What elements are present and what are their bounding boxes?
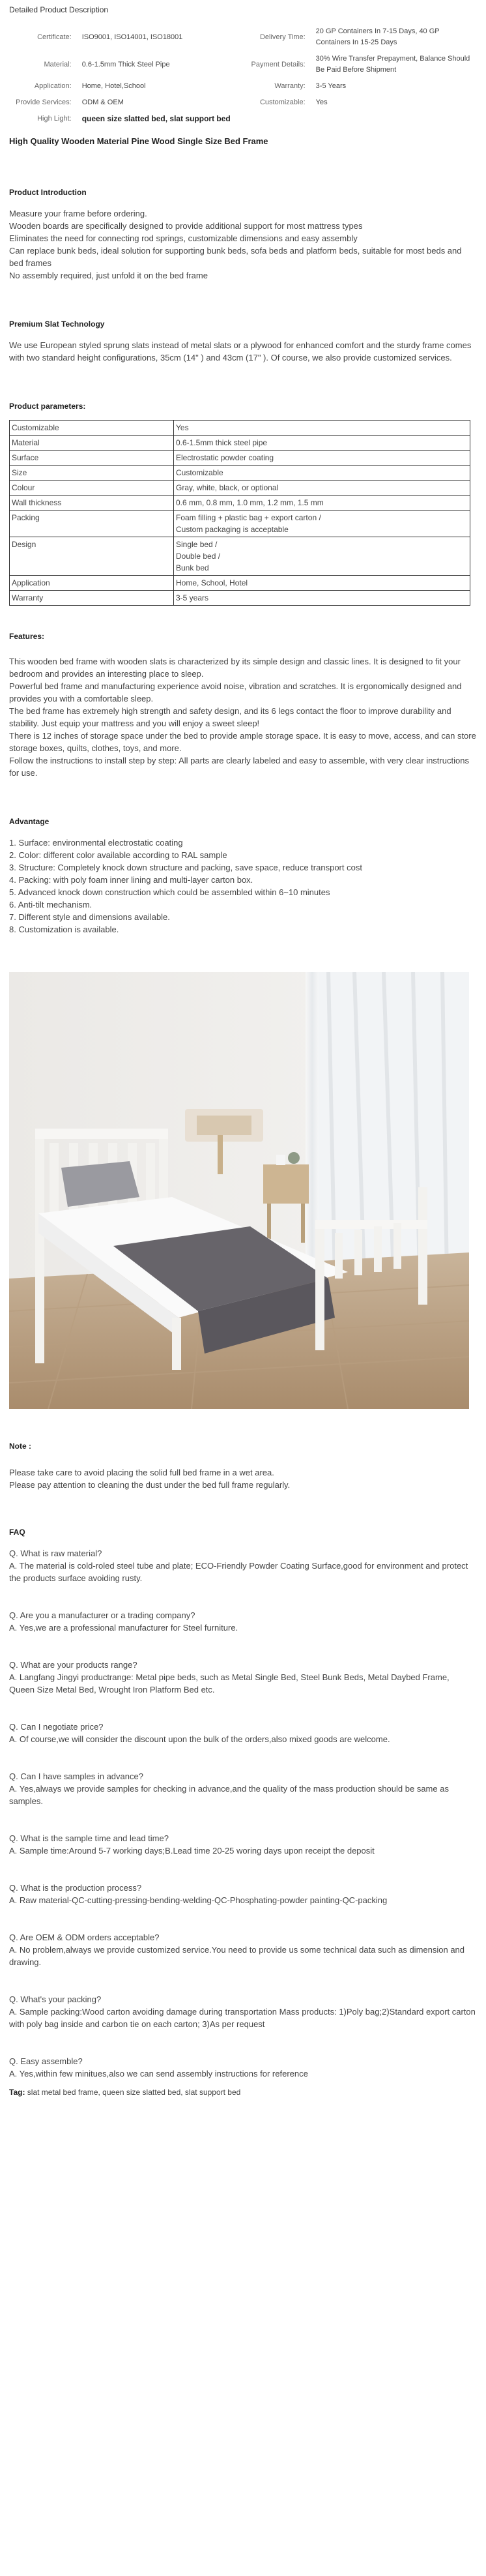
param-value-line: Customizable bbox=[176, 468, 223, 477]
spec-key: Material: bbox=[44, 60, 72, 68]
params-table bbox=[9, 420, 470, 606]
spec-row bbox=[9, 23, 477, 51]
advantage-item: 1. Surface: environmental electrostatic coating bbox=[9, 838, 183, 848]
faq-answer: A. Yes,we are a professional manufacturer for Steel furniture. bbox=[9, 1623, 238, 1633]
param-value-line: Gray, white, black, or optional bbox=[176, 483, 279, 492]
param-row bbox=[10, 421, 470, 436]
note-text bbox=[9, 1466, 477, 1491]
spec-key: Certificate: bbox=[37, 33, 72, 41]
spec-key: Provide Services: bbox=[16, 98, 72, 106]
advantage-item: 6. Anti-tilt mechanism. bbox=[9, 900, 93, 910]
param-value bbox=[174, 466, 470, 481]
param-value bbox=[174, 496, 470, 511]
advantage-item: 7. Different style and dimensions available. bbox=[9, 912, 170, 922]
faq-question: Q. Are OEM & ODM orders acceptable? bbox=[9, 1932, 160, 1942]
faq-item bbox=[9, 1993, 477, 2030]
param-value-line: Home, School, Hotel bbox=[176, 578, 248, 587]
spec-key: Delivery Time: bbox=[259, 33, 306, 41]
intro-line: Can replace bunk beds, ideal solution for supporting bunk beds, sofa beds and platform beds, suitable for most beds and bed frames bbox=[9, 246, 462, 268]
spec-value: 3-5 Years bbox=[315, 82, 347, 90]
spec-value: Home, Hotel,School bbox=[81, 82, 146, 90]
param-value-line: Electrostatic powder coating bbox=[176, 453, 274, 462]
highlight-label: High Light: bbox=[37, 115, 72, 123]
faq-item bbox=[9, 2055, 477, 2080]
param-value-line: 3-5 years bbox=[176, 593, 209, 602]
faq-answer: A. No problem,always we provide customized service.You need to provide us some technical data such as dimension and drawing. bbox=[9, 1945, 465, 1967]
param-key: Application bbox=[10, 576, 174, 591]
spec-key: Warranty: bbox=[274, 82, 306, 90]
spec-row bbox=[9, 51, 477, 78]
param-row bbox=[10, 436, 470, 451]
advantage-heading: Advantage bbox=[9, 817, 50, 826]
note-heading: Note : bbox=[9, 1442, 31, 1451]
intro-text bbox=[9, 207, 477, 282]
feature-line: The bed frame has extremely high strength and safety design, and its 6 legs contact the floor to improve durability and stability. Just equip your mattress and you will enjoy a sweet sleep! bbox=[9, 706, 451, 728]
faq-answer: A. Yes,always we provide samples for checking in advance,and the quality of the mass production should be same as samples. bbox=[9, 1784, 449, 1806]
param-key: Customizable bbox=[10, 421, 174, 436]
feature-line: Powerful bed frame and manufacturing experience avoid noise, vibration and scratches. It is ergonomically designed and provides you with a comfortable sleep. bbox=[9, 681, 462, 703]
spec-table bbox=[9, 23, 477, 127]
faq-item bbox=[9, 1931, 477, 1968]
faq-question: Q. What is raw material? bbox=[9, 1548, 102, 1558]
advantage-item: 2. Color: different color available according to RAL sample bbox=[9, 850, 227, 860]
spec-key: Customizable: bbox=[259, 98, 306, 106]
param-value-line: 0.6-1.5mm thick steel pipe bbox=[176, 438, 268, 447]
param-row bbox=[10, 537, 470, 576]
faq-question: Q. What is the sample time and lead time? bbox=[9, 1833, 169, 1843]
features-heading: Features: bbox=[9, 632, 45, 641]
faq-list bbox=[9, 1547, 477, 2080]
param-key: Wall thickness bbox=[10, 496, 174, 511]
features-text bbox=[9, 655, 477, 779]
param-key: Warranty bbox=[10, 591, 174, 606]
param-value bbox=[174, 421, 470, 436]
spec-value: 20 GP Containers In 7-15 Days, 40 GP Containers In 15-25 Days bbox=[315, 27, 440, 46]
param-value-line: Single bed / bbox=[176, 540, 218, 549]
tag-line bbox=[9, 2088, 477, 2097]
advantage-item: 4. Packing: with poly foam inner lining and multi-layer carton box. bbox=[9, 875, 253, 885]
param-value-line: Yes bbox=[176, 423, 189, 432]
param-key: Design bbox=[10, 537, 174, 576]
spec-key: Payment Details: bbox=[251, 60, 306, 68]
faq-question: Q. What's your packing? bbox=[9, 1994, 102, 2004]
param-row bbox=[10, 511, 470, 537]
intro-line: No assembly required, just unfold it on the bed frame bbox=[9, 271, 208, 280]
faq-question: Q. What is the production process? bbox=[9, 1883, 142, 1893]
param-row bbox=[10, 496, 470, 511]
param-row bbox=[10, 481, 470, 496]
product-photo bbox=[9, 972, 469, 1409]
faq-question: Q. What are your products range? bbox=[9, 1660, 137, 1670]
faq-item bbox=[9, 1609, 477, 1634]
tag-label: Tag: bbox=[9, 2088, 25, 2097]
spec-key: Application: bbox=[34, 82, 72, 90]
faq-question: Q. Can I have samples in advance? bbox=[9, 1771, 143, 1781]
intro-line: Wooden boards are specifically designed to provide additional support for most mattress types bbox=[9, 221, 363, 231]
param-value-line: Foam filling + plastic bag + export carton / bbox=[176, 513, 321, 522]
slat-heading: Premium Slat Technology bbox=[9, 319, 105, 329]
param-value-line: 0.6 mm, 0.8 mm, 1.0 mm, 1.2 mm, 1.5 mm bbox=[176, 498, 324, 507]
page-title: Detailed Product Description bbox=[9, 5, 109, 14]
faq-item bbox=[9, 1770, 477, 1807]
spec-row bbox=[9, 95, 477, 111]
spec-value: Yes bbox=[315, 98, 328, 106]
product-title: High Quality Wooden Material Pine Wood Single Size Bed Frame bbox=[9, 136, 268, 146]
faq-item bbox=[9, 1832, 477, 1857]
param-key: Surface bbox=[10, 451, 174, 466]
param-row bbox=[10, 451, 470, 466]
param-value-line: Double bed / bbox=[176, 552, 221, 561]
spec-value: 30% Wire Transfer Prepayment, Balance Should Be Paid Before Shipment bbox=[315, 55, 470, 74]
faq-answer: A. Sample time:Around 5-7 working days;B.Lead time 20-25 woring days upon receipt the deposit bbox=[9, 1846, 375, 1856]
param-key: Size bbox=[10, 466, 174, 481]
intro-line: Measure your frame before ordering. bbox=[9, 209, 147, 218]
param-key: Material bbox=[10, 436, 174, 451]
param-value bbox=[174, 576, 470, 591]
intro-line: Eliminates the need for connecting rod springs, customizable dimensions and easy assembly bbox=[9, 233, 358, 243]
param-value bbox=[174, 481, 470, 496]
faq-answer: A. Raw material-QC-cutting-pressing-bending-welding-QC-Phosphating-powder painting-QC-packing bbox=[9, 1895, 388, 1905]
faq-answer: A. Yes,within few minitues,also we can send assembly instructions for reference bbox=[9, 2069, 308, 2079]
bed-photo-image bbox=[9, 972, 469, 1409]
note-line: Please pay attention to cleaning the dust under the bed full frame regularly. bbox=[9, 1480, 291, 1490]
param-row bbox=[10, 591, 470, 606]
highlight-value[interactable]: queen size slatted bed, slat support bed bbox=[81, 114, 231, 123]
feature-line: There is 12 inches of storage space under the bed to provide ample storage space. It is easy to move, access, and can store storage boxes, quilts, clothes, toys, and more. bbox=[9, 731, 476, 753]
param-row bbox=[10, 466, 470, 481]
faq-answer: A. Langfang Jingyi productrange: Metal pipe beds, such as Metal Single Bed, Steel Bunk Beds, Metal Daybed Frame, Queen Size Metal Bed, Wrought Iron Platform Bed etc. bbox=[9, 1672, 450, 1695]
faq-heading: FAQ bbox=[9, 1528, 25, 1537]
faq-answer: A. Sample packing:Wood carton avoiding damage during transportation Mass products: 1)Poly bag;2)Standard export carton with poly bag inside and carbon tie on each carton; 3)As per request bbox=[9, 2007, 476, 2029]
faq-answer: A. Of course,we will consider the discount upon the bulk of the orders,also mixed goods are welcome. bbox=[9, 1734, 390, 1744]
faq-item bbox=[9, 1659, 477, 1696]
advantage-item: 8. Customization is available. bbox=[9, 925, 119, 934]
spec-value: ODM & OEM bbox=[81, 98, 124, 106]
advantage-item: 5. Advanced knock down construction which could be assembled within 6~10 minutes bbox=[9, 887, 330, 897]
note-line: Please take care to avoid placing the solid full bed frame in a wet area. bbox=[9, 1468, 274, 1477]
spec-value: ISO9001, ISO14001, ISO18001 bbox=[81, 33, 183, 41]
param-key: Packing bbox=[10, 511, 174, 537]
faq-item bbox=[9, 1547, 477, 1584]
faq-item bbox=[9, 1882, 477, 1906]
param-value bbox=[174, 511, 470, 537]
advantage-list bbox=[9, 836, 477, 936]
slat-text: We use European styled sprung slats instead of metal slats or a plywood for enhanced comfort and the sturdy frame comes with two standard height configurations, 35cm (14" ) and 43cm (17" ). Of course, we also provide customized services. bbox=[9, 340, 472, 363]
param-value-line: Custom packaging is acceptable bbox=[176, 525, 289, 534]
advantage-item: 3. Structure: Completely knock down structure and packing, save space, reduce transport cost bbox=[9, 863, 362, 872]
feature-line: Follow the instructions to install step by step: All parts are clearly labeled and easy to assemble, with very clear instructions for use. bbox=[9, 756, 469, 778]
param-value bbox=[174, 451, 470, 466]
spec-value: 0.6-1.5mm Thick Steel Pipe bbox=[81, 60, 170, 68]
param-key: Colour bbox=[10, 481, 174, 496]
params-heading: Product parameters: bbox=[9, 402, 86, 411]
faq-question: Q. Easy assemble? bbox=[9, 2056, 83, 2066]
spec-row bbox=[9, 78, 477, 95]
param-value-line: Bunk bed bbox=[176, 563, 209, 572]
param-row bbox=[10, 576, 470, 591]
faq-item bbox=[9, 1721, 477, 1745]
faq-question: Q. Are you a manufacturer or a trading company? bbox=[9, 1610, 195, 1620]
param-value bbox=[174, 537, 470, 576]
param-value bbox=[174, 591, 470, 606]
highlight-row bbox=[9, 111, 477, 127]
faq-question: Q. Can I negotiate price? bbox=[9, 1722, 104, 1732]
feature-line: This wooden bed frame with wooden slats is characterized by its simple design and classic lines. It is designed to fit your bedroom and provides an interesting place to sleep. bbox=[9, 657, 461, 679]
faq-answer: A. The material is cold-roled steel tube and plate; ECO-Friendly Powder Coating Surface,good for environment and protect the products surface avoiding rusty. bbox=[9, 1561, 468, 1583]
tag-values[interactable]: slat metal bed frame, queen size slatted bed, slat support bed bbox=[27, 2088, 241, 2097]
intro-heading: Product Introduction bbox=[9, 188, 87, 197]
param-value bbox=[174, 436, 470, 451]
